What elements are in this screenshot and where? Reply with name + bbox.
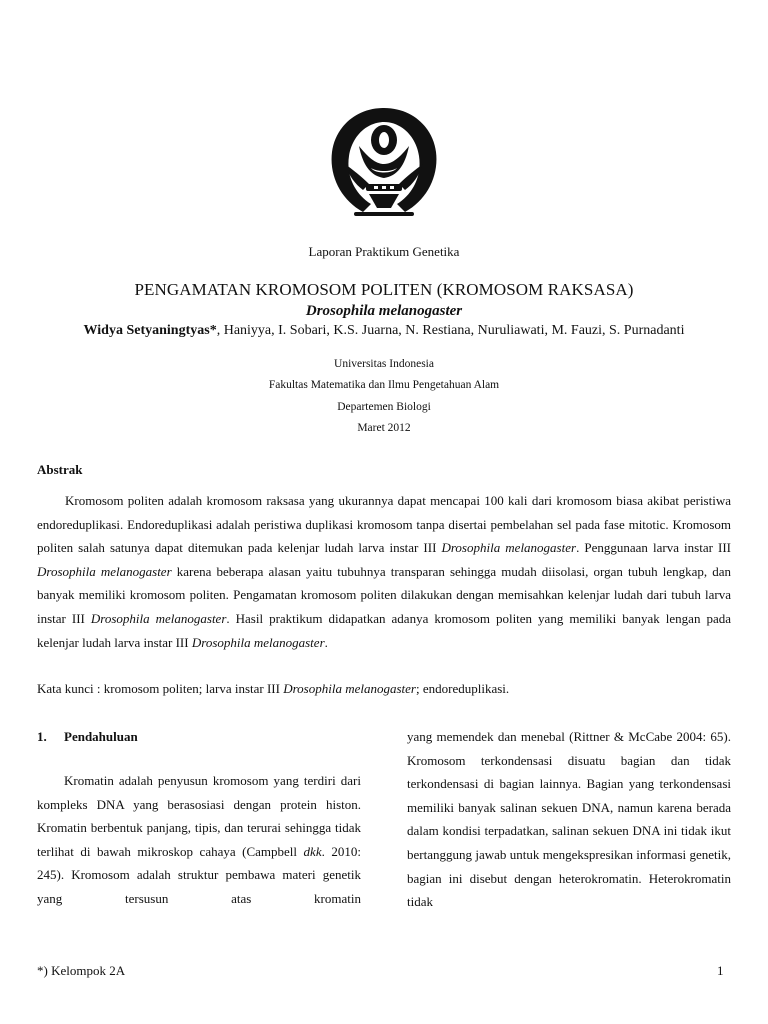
right-column-text: yang memendek dan menebal (Rittner & McCabe 2004: 65). Kromosom terkondensasi disuatu bagian dan tidak terkondensasi di bagian lainnya. Bagian yang terkondensasi memiliki banyak salinan sekuen DNA, namun karena berada dalam kondisi terpadatkan, salinan sekuen DNA ini tidak ikut bertanggung jawab untuk mengekspresikan informasi genetik, bagian ini disebut dengan heterokromatin. Heterokromatin tidak [407,729,731,910]
section-heading [37,729,138,745]
paper-title: PENGAMATAN KROMOSOM POLITEN (KROMOSOM RAKSASA) [134,280,634,299]
keywords-prefix: Kata kunci : kromosom politen; larva instar III [37,681,284,696]
species-name: Drosophila melanogaster [441,540,577,556]
footnote: *) Kelompok 2A [37,963,126,978]
body-text: Kromatin adalah penyusun kromosom yang terdiri dari kompleks DNA yang berasosiasi dengan protein histon. Kromatin berbentuk panjang, tipis, dan terurai sehingga tidak terlihat di bawah mikroskop cahaya (Campbell [37,773,361,859]
citation-dkk: dkk [303,843,322,859]
university-logo [319,104,449,218]
abstract-text: Kromosom politen adalah kromosom raksasa yang ukurannya dapat mencapai 100 kali dari kromosom biasa akibat peristiwa endoreduplikasi. Endoreduplikasi adalah peristiwa duplikasi kromosom tanpa disertai pembelahan sel pada fase mitotic. Kromosom politen salah satunya dapat ditemukan pada kelenjar ludah larva instar III [37,493,731,556]
page-number: 1 [717,963,724,978]
abstract-text: . Penggunaan larva instar III [576,540,731,556]
report-type: Laporan Praktikum Genetika [308,244,460,259]
section-number: 1. [37,729,47,744]
species-name: Drosophila melanogaster [90,610,227,626]
abstract-text: . Hasil praktikum didapatkan adanya kromosom politen yang memiliki banyak lengan pada kelenjar ludah larva instar III [37,610,731,650]
affiliation-date: Maret 2012 [357,422,411,434]
abstract-body [37,489,731,654]
co-authors: , Haniyya, I. Sobari, K.S. Juarna, N. Restiana, Nuruliawati, M. Fauzi, S. Purnadanti [216,323,685,338]
author-list [0,323,768,339]
species-name: Drosophila melanogaster [191,634,325,650]
species-name: Drosophila melanogaster [283,681,416,696]
keywords [37,681,509,697]
abstract-text: . [324,634,328,650]
affiliation-department: Departemen Biologi [337,401,431,413]
body-text: . 2010: 245). Kromosom adalah struktur pembawa materi genetik yang tersusun atas kromatin [37,843,361,906]
abstract-text: karena beberapa alasan yaitu tubuhnya transparan sehingga mudah diisolasi, organ tubuh lengkap, dan banyak memiliki kromosom politen. Pengamatan kromosom politen dilakukan dengan memisahkan kelenjar ludah dari tubuh larva instar III [37,563,731,626]
affiliation-faculty: Fakultas Matematika dan Ilmu Pengetahuan Alam [268,379,500,391]
section-title: Pendahuluan [64,729,138,744]
left-column-text [37,769,361,911]
abstract-heading: Abstrak [37,462,83,477]
lead-author: Widya Setyaningtyas* [83,323,217,338]
keywords-suffix: ; endoreduplikasi. [416,681,510,696]
paper-species: Drosophila melanogaster [305,303,463,319]
species-name: Drosophila melanogaster [37,563,172,579]
affiliation-university: Universitas Indonesia [334,358,434,370]
